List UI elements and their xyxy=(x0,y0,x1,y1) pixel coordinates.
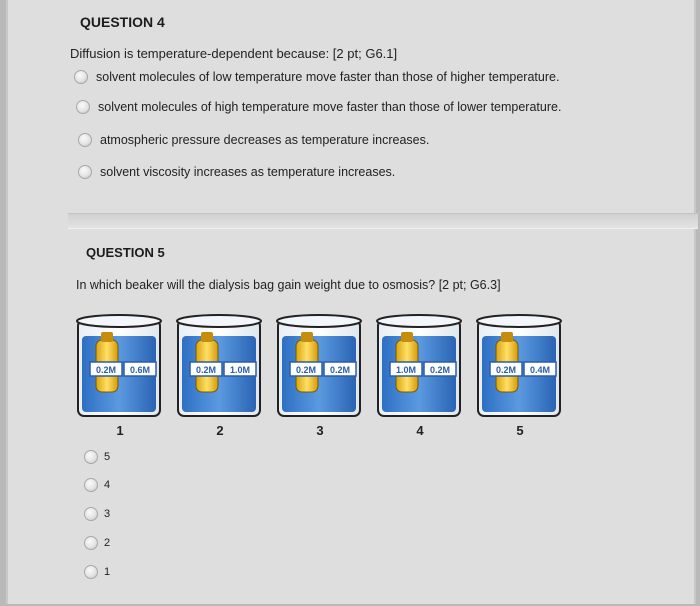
option-label: 2 xyxy=(104,537,111,549)
q4-option-3[interactable] xyxy=(78,133,429,147)
q4-option-2[interactable] xyxy=(76,100,561,114)
question-5-title: QUESTION 5 xyxy=(86,245,165,260)
radio-button[interactable] xyxy=(84,507,98,521)
q4-option-4[interactable] xyxy=(78,165,395,179)
radio-button[interactable] xyxy=(78,165,92,179)
outside-concentration-1: 0.6M xyxy=(129,365,151,375)
radio-button[interactable] xyxy=(76,100,90,114)
beaker-number-3: 3 xyxy=(316,423,324,438)
question-divider xyxy=(68,213,698,229)
beaker-number-2: 2 xyxy=(216,423,224,438)
q5-option-2[interactable] xyxy=(84,536,110,550)
question-4-text: Diffusion is temperature-dependent because: [2 pt; G6.1] xyxy=(70,46,398,61)
outside-concentration-4: 0.2M xyxy=(429,365,451,375)
inside-concentration-3: 0.2M xyxy=(295,365,317,375)
inside-concentration-4: 1.0M xyxy=(395,365,417,375)
radio-button[interactable] xyxy=(84,450,98,464)
outside-concentration-2: 1.0M xyxy=(229,365,251,375)
radio-button[interactable] xyxy=(84,565,98,579)
q4-option-1[interactable] xyxy=(74,70,559,84)
option-label: 1 xyxy=(104,566,111,578)
quiz-page xyxy=(6,0,696,604)
inside-concentration-2: 0.2M xyxy=(195,365,217,375)
option-label: solvent molecules of low temperature move faster than those of higher temperature. xyxy=(96,70,560,84)
inside-concentration-1: 0.2M xyxy=(95,365,117,375)
inside-concentration-5: 0.2M xyxy=(495,365,517,375)
radio-button[interactable] xyxy=(74,70,88,84)
beaker-4 xyxy=(377,315,461,416)
q5-option-4[interactable] xyxy=(84,478,110,492)
option-label: atmospheric pressure decreases as temperature increases. xyxy=(100,133,430,147)
q5-option-1[interactable] xyxy=(84,565,110,579)
option-label: solvent viscosity increases as temperature increases. xyxy=(100,165,396,179)
radio-button[interactable] xyxy=(78,133,92,147)
radio-button[interactable] xyxy=(84,536,98,550)
beaker-number-1: 1 xyxy=(116,423,124,438)
question-4-title: QUESTION 4 xyxy=(80,14,165,30)
outside-concentration-3: 0.2M xyxy=(329,365,351,375)
option-label: 5 xyxy=(104,451,111,463)
option-label: 4 xyxy=(104,479,111,491)
outside-concentration-5: 0.4M xyxy=(529,365,551,375)
question-5-text: In which beaker will the dialysis bag gain weight due to osmosis? [2 pt; G6.3] xyxy=(76,278,501,292)
beaker-1 xyxy=(77,315,161,416)
beaker-3 xyxy=(277,315,361,416)
option-label: solvent molecules of high temperature move faster than those of lower temperature. xyxy=(98,100,562,114)
beaker-5 xyxy=(477,315,561,416)
beaker-2 xyxy=(177,315,261,416)
q5-option-3[interactable] xyxy=(84,507,110,521)
radio-button[interactable] xyxy=(84,478,98,492)
beaker-number-5: 5 xyxy=(516,423,524,438)
q5-option-5[interactable] xyxy=(84,450,110,464)
option-label: 3 xyxy=(104,508,111,520)
beaker-number-4: 4 xyxy=(416,423,424,438)
